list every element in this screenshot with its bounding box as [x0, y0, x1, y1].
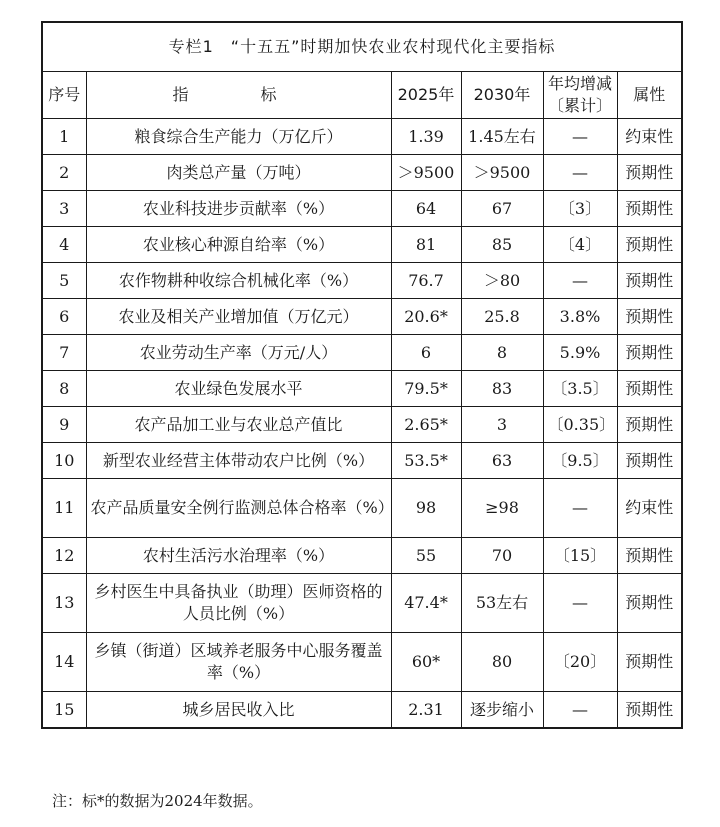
cell-rate: 〔4〕 [543, 227, 617, 263]
cell-no: 4 [42, 227, 86, 263]
cell-attr: 预期性 [617, 574, 682, 633]
cell-2025: 47.4* [391, 574, 461, 633]
header-rate-line2: 〔累计〕 [547, 96, 612, 115]
cell-2025: 6 [391, 335, 461, 371]
table-row [42, 335, 682, 371]
table-row [42, 263, 682, 299]
cell-attr: 预期性 [617, 371, 682, 407]
cell-2025: 1.39 [391, 119, 461, 155]
table-title: 专栏1 “十五五”时期加快农业农村现代化主要指标 [42, 22, 682, 72]
cell-2025: 55 [391, 538, 461, 574]
header-row [42, 72, 682, 119]
table-row [42, 443, 682, 479]
cell-attr: 预期性 [617, 263, 682, 299]
cell-name: 农业绿色发展水平 [86, 371, 391, 407]
cell-2030: 80 [461, 633, 543, 692]
cell-attr: 预期性 [617, 692, 682, 729]
cell-attr: 约束性 [617, 479, 682, 538]
cell-2025: 60* [391, 633, 461, 692]
cell-2030: 1.45左右 [461, 119, 543, 155]
header-name: 指 标 [86, 72, 391, 119]
cell-rate: 〔3〕 [543, 191, 617, 227]
cell-2025: 81 [391, 227, 461, 263]
cell-no: 9 [42, 407, 86, 443]
cell-2025: 2.31 [391, 692, 461, 729]
cell-no: 12 [42, 538, 86, 574]
cell-name: 农产品加工业与农业总产值比 [86, 407, 391, 443]
cell-no: 8 [42, 371, 86, 407]
cell-2030: 83 [461, 371, 543, 407]
cell-2025: 53.5* [391, 443, 461, 479]
table-row [42, 479, 682, 538]
cell-name: 粮食综合生产能力（万亿斤） [86, 119, 391, 155]
cell-attr: 预期性 [617, 407, 682, 443]
cell-2030: 8 [461, 335, 543, 371]
header-rate [543, 72, 617, 119]
table-row [42, 299, 682, 335]
cell-no: 3 [42, 191, 86, 227]
table-row [42, 574, 682, 633]
cell-name: 乡镇（街道）区域养老服务中心服务覆盖率（%） [86, 633, 391, 692]
cell-2030: 逐步缩小 [461, 692, 543, 729]
cell-attr: 预期性 [617, 443, 682, 479]
cell-no: 6 [42, 299, 86, 335]
cell-rate: — [543, 263, 617, 299]
cell-rate: 〔9.5〕 [543, 443, 617, 479]
cell-name: 农业科技进步贡献率（%） [86, 191, 391, 227]
cell-name: 城乡居民收入比 [86, 692, 391, 729]
cell-rate: 〔20〕 [543, 633, 617, 692]
header-no: 序号 [42, 72, 86, 119]
cell-2030: 85 [461, 227, 543, 263]
cell-rate: — [543, 119, 617, 155]
cell-attr: 预期性 [617, 155, 682, 191]
cell-2030: ≥98 [461, 479, 543, 538]
cell-name: 农作物耕种收综合机械化率（%） [86, 263, 391, 299]
cell-name: 农村生活污水治理率（%） [86, 538, 391, 574]
cell-rate: 〔0.35〕 [543, 407, 617, 443]
table-body [42, 119, 682, 729]
table-row [42, 538, 682, 574]
cell-attr: 预期性 [617, 633, 682, 692]
footnote: 注：标*的数据为2024年数据。 [52, 792, 263, 810]
cell-attr: 预期性 [617, 191, 682, 227]
table-row [42, 119, 682, 155]
cell-attr: 约束性 [617, 119, 682, 155]
cell-no: 11 [42, 479, 86, 538]
cell-2030: 53左右 [461, 574, 543, 633]
header-2030: 2030年 [461, 72, 543, 119]
table-row [42, 227, 682, 263]
header-attr: 属性 [617, 72, 682, 119]
cell-rate: — [543, 155, 617, 191]
cell-no: 1 [42, 119, 86, 155]
cell-no: 5 [42, 263, 86, 299]
cell-2025: 64 [391, 191, 461, 227]
table-row [42, 191, 682, 227]
cell-no: 14 [42, 633, 86, 692]
cell-2025: 20.6* [391, 299, 461, 335]
cell-attr: 预期性 [617, 227, 682, 263]
cell-2025: 98 [391, 479, 461, 538]
cell-2025: ＞9500 [391, 155, 461, 191]
cell-rate: 〔3.5〕 [543, 371, 617, 407]
cell-attr: 预期性 [617, 335, 682, 371]
cell-rate: 〔15〕 [543, 538, 617, 574]
cell-name: 农业劳动生产率（万元/人） [86, 335, 391, 371]
cell-no: 15 [42, 692, 86, 729]
cell-2030: ＞80 [461, 263, 543, 299]
cell-no: 10 [42, 443, 86, 479]
cell-2030: 70 [461, 538, 543, 574]
header-rate-line1: 年均增减 [547, 74, 612, 94]
cell-2030: 67 [461, 191, 543, 227]
cell-name: 肉类总产量（万吨） [86, 155, 391, 191]
table-row [42, 407, 682, 443]
header-2025: 2025年 [391, 72, 461, 119]
cell-attr: 预期性 [617, 299, 682, 335]
cell-2030: 25.8 [461, 299, 543, 335]
cell-2030: 63 [461, 443, 543, 479]
table-row [42, 692, 682, 729]
cell-2025: 76.7 [391, 263, 461, 299]
table-row [42, 371, 682, 407]
indicator-table [41, 21, 683, 729]
table-row [42, 633, 682, 692]
cell-2025: 2.65* [391, 407, 461, 443]
table-row [42, 155, 682, 191]
cell-name: 农业核心种源自给率（%） [86, 227, 391, 263]
cell-rate: 5.9% [543, 335, 617, 371]
cell-2030: 3 [461, 407, 543, 443]
cell-name: 农产品质量安全例行监测总体合格率（%） [86, 479, 391, 538]
cell-no: 2 [42, 155, 86, 191]
cell-rate: — [543, 479, 617, 538]
cell-2025: 79.5* [391, 371, 461, 407]
cell-attr: 预期性 [617, 538, 682, 574]
cell-name: 农业及相关产业增加值（万亿元） [86, 299, 391, 335]
cell-rate: 3.8% [543, 299, 617, 335]
cell-rate: — [543, 692, 617, 729]
cell-name: 新型农业经营主体带动农户比例（%） [86, 443, 391, 479]
cell-rate: — [543, 574, 617, 633]
cell-name: 乡村医生中具备执业（助理）医师资格的人员比例（%） [86, 574, 391, 633]
cell-no: 7 [42, 335, 86, 371]
cell-2030: ＞9500 [461, 155, 543, 191]
cell-no: 13 [42, 574, 86, 633]
